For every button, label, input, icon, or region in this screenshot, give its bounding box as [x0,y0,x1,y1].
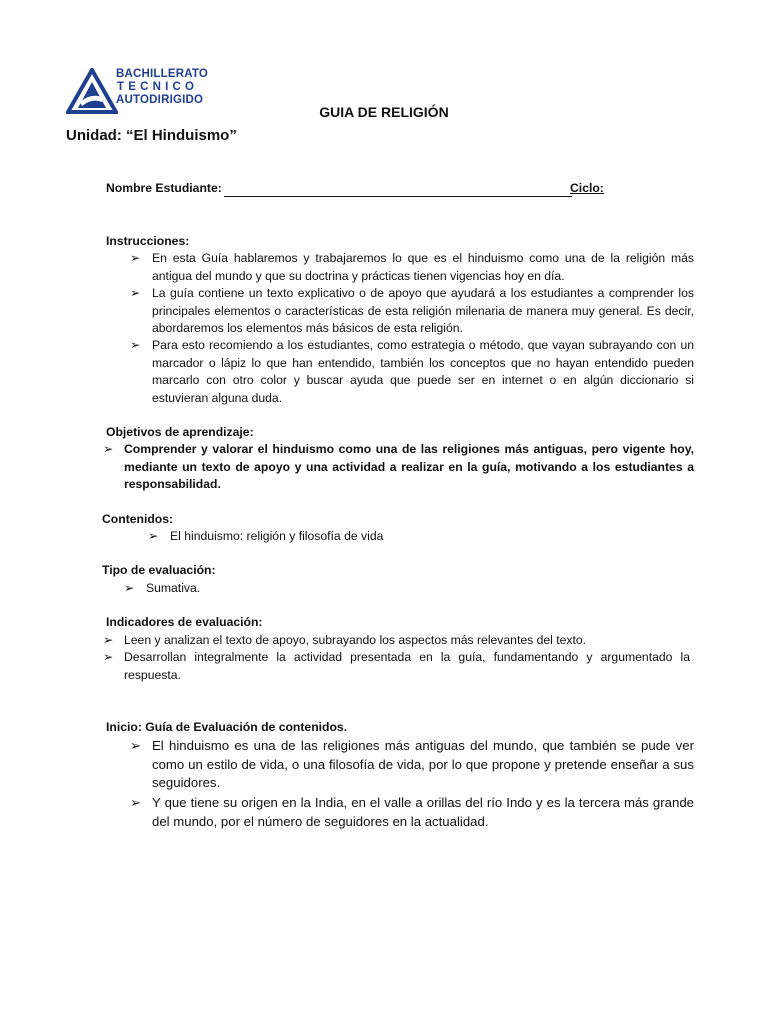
start-heading: Inicio: Guía de Evaluación de contenidos. [106,720,348,734]
logo-line-2: TECNICO [117,81,199,93]
instruction-item-3: Para esto recomiendo a los estudiantes, como estrategia o método, que vayan subrayando con un marcador o lápiz lo que han entendido, también los conceptos que no hayan entendido pueden marcarlo con otro color y buscar ayuda que puede ser en internet o en algún diccionario si estuvieran alguna duda. [152,338,694,405]
arrow-bullet-icon: ➢ [130,286,141,300]
logo-line-1: BACHILLERATO [116,68,209,80]
page-title: GUIA DE RELIGIÓN [319,104,449,120]
logo-line-3: AUTODIRIGIDO [116,94,204,106]
contents-heading: Contenidos: [102,512,174,526]
indicator-item-2: Desarrollan integralmente la actividad presentada en la guía, fundamentando y argumentado la respuesta. [124,650,690,682]
student-name-line[interactable] [224,196,572,197]
arrow-bullet-icon: ➢ [130,338,141,352]
indicator-item-1: Leen y analizan el texto de apoyo, subrayando los aspectos más relevantes del texto. [124,633,587,647]
instruction-item-1: En esta Guía hablaremos y trabajaremos lo que es el hinduismo como una de la religión más antigua del mundo y que su doctrina y prácticas tienen vigencias hoy en día. [152,251,694,283]
indicators-heading: Indicadores de evaluación: [106,615,263,629]
student-info-row [106,181,606,199]
start-item-1: El hinduismo es una de las religiones más antiguas del mundo, que también se pude ver como un estilo de vida, o una filosofía de vida, por lo que propone y pretende enseñar a sus seguidores. [152,738,694,790]
arrow-bullet-icon: ➢ [103,633,114,647]
arrow-bullet-icon: ➢ [130,251,141,265]
arrow-bullet-icon: ➢ [124,581,135,595]
logo-text [116,68,208,107]
unit-title: Unidad: “El Hinduismo” [66,127,237,144]
evaluation-type-item-1: Sumativa. [146,581,201,595]
instructions-heading: Instrucciones: [106,234,190,248]
objectives-heading: Objetivos de aprendizaje: [106,425,254,439]
arrow-bullet-icon: ➢ [148,529,159,543]
arrow-bullet-icon: ➢ [130,738,142,753]
arrow-bullet-icon: ➢ [103,442,114,456]
evaluation-type-heading: Tipo de evaluación: [102,563,216,577]
instruction-item-2: La guía contiene un texto explicativo o de apoyo que ayudará a los estudiantes a comprender los principales elementos o características de esta religión milenaria de manera muy general. Es decir, abordaremos los elementos más básicos de esta religión. [152,286,694,335]
cycle-label: Ciclo: [570,181,604,195]
start-item-2: Y que tiene su origen en la India, en el valle a orillas del río Indo y es la tercera más grande del mundo, por el número de seguidores en la actualidad. [152,795,694,829]
arrow-bullet-icon: ➢ [103,650,114,664]
arrow-bullet-icon: ➢ [130,795,142,810]
content-item-1: El hinduismo: religión y filosofía de vida [170,529,384,543]
student-name-label: Nombre Estudiante: [106,181,222,195]
objective-item-1: Comprender y valorar el hinduismo como una de las religiones más antiguas, pero vigente hoy, mediante un texto de apoyo y una actividad a realizar en la guía, motivando a los estudiantes a responsabilidad. [124,442,694,491]
